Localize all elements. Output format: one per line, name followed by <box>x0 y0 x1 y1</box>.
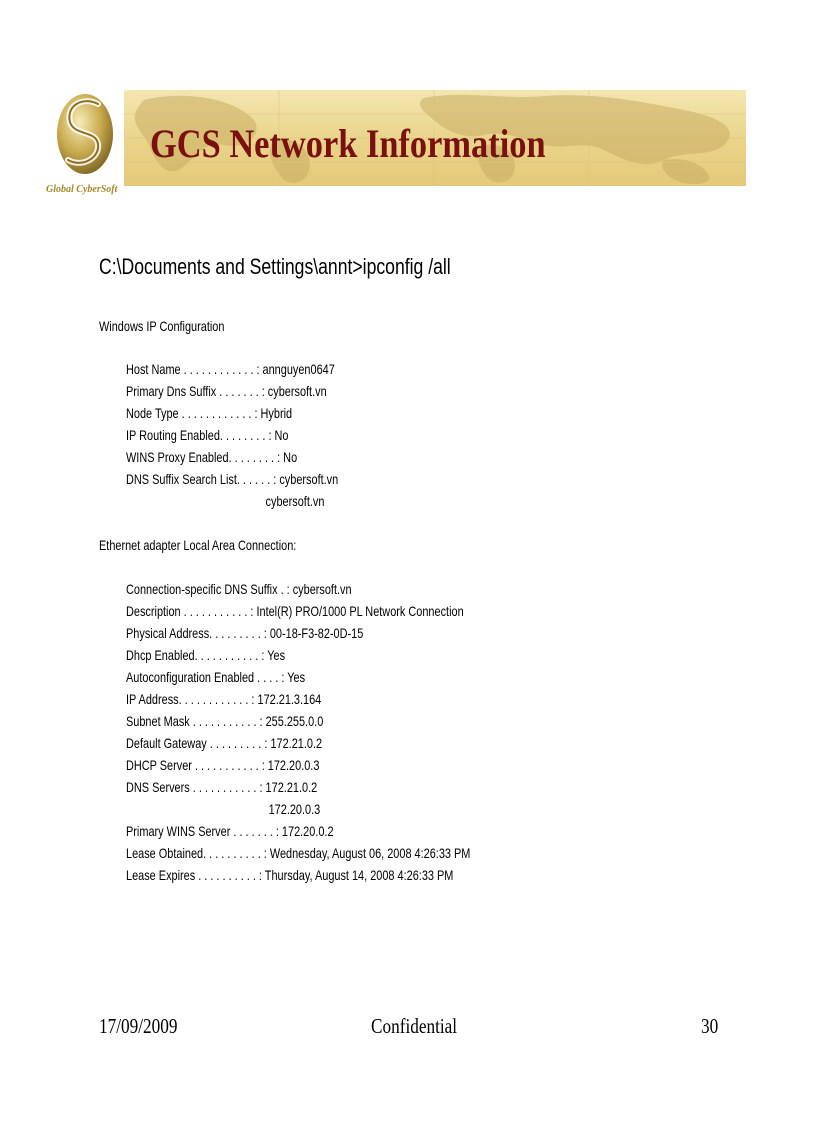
config-line: Primary WINS Server . . . . . . . : 172.20.0.2 <box>126 823 334 839</box>
config-line: Lease Expires . . . . . . . . . . : Thursday, August 14, 2008 4:26:33 PM <box>126 867 454 883</box>
footer-confidential: Confidential <box>371 1014 458 1038</box>
config-line: Node Type . . . . . . . . . . . . : Hybrid <box>126 405 293 421</box>
config-line: Description . . . . . . . . . . . : Intel(R) PRO/1000 PL Network Connection <box>126 603 464 619</box>
config-line: Lease Obtained. . . . . . . . . . : Wednesday, August 06, 2008 4:26:33 PM <box>126 845 471 861</box>
company-logo <box>52 82 118 182</box>
config-line: DHCP Server . . . . . . . . . . . : 172.20.0.3 <box>126 757 320 773</box>
config-line: DNS Servers . . . . . . . . . . . : 172.21.0.2 <box>126 779 318 795</box>
config-line: WINS Proxy Enabled. . . . . . . . : No <box>126 449 298 465</box>
windows-ip-list <box>126 358 338 512</box>
windows-ip-heading: Windows IP Configuration <box>99 318 225 334</box>
config-line: Subnet Mask . . . . . . . . . . . : 255.255.0.0 <box>126 713 324 729</box>
config-line: 172.20.0.3 <box>126 801 321 817</box>
config-line: Default Gateway . . . . . . . . . : 172.21.0.2 <box>126 735 323 751</box>
header-banner <box>124 90 746 186</box>
config-line: IP Routing Enabled. . . . . . . . : No <box>126 427 289 443</box>
config-line: DNS Suffix Search List. . . . . . : cybersoft.vn <box>126 471 339 487</box>
config-line: cybersoft.vn <box>126 493 325 509</box>
ethernet-list <box>126 578 470 886</box>
page-number: 30 <box>701 1014 719 1038</box>
config-line: Autoconfiguration Enabled . . . . : Yes <box>126 669 306 685</box>
config-line: Dhcp Enabled. . . . . . . . . . . : Yes <box>126 647 286 663</box>
config-line: IP Address. . . . . . . . . . . . : 172.21.3.164 <box>126 691 322 707</box>
config-line: Primary Dns Suffix . . . . . . . : cybersoft.vn <box>126 383 327 399</box>
command-line: C:\Documents and Settings\annt>ipconfig /all <box>99 254 451 279</box>
config-line: Host Name . . . . . . . . . . . . : annguyen0647 <box>126 361 335 377</box>
page-title: GCS Network Information <box>150 121 546 166</box>
config-line: Physical Address. . . . . . . . . : 00-18-F3-82-0D-15 <box>126 625 364 641</box>
ethernet-heading: Ethernet adapter Local Area Connection: <box>99 537 297 553</box>
logo-text: Global CyberSoft <box>46 184 118 195</box>
logo-emblem-icon <box>52 82 118 182</box>
footer-date: 17/09/2009 <box>99 1014 178 1038</box>
config-line: Connection-specific DNS Suffix . : cybersoft.vn <box>126 581 352 597</box>
